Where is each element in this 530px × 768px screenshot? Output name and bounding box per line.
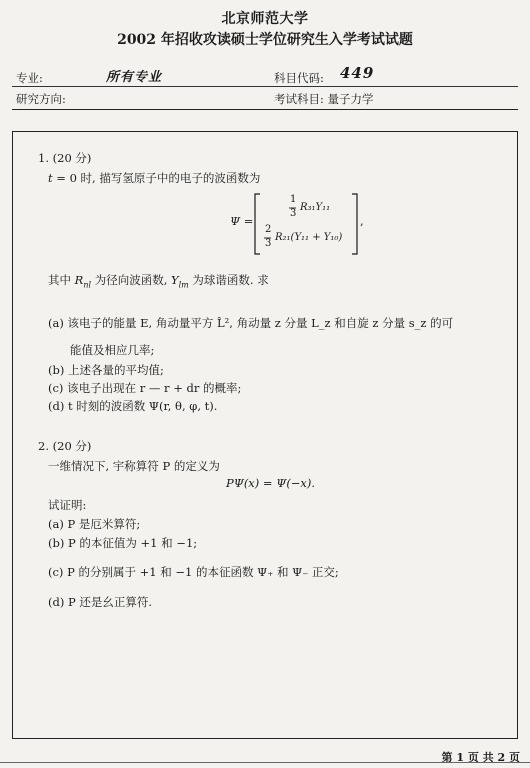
q2-item-c xyxy=(48,564,339,580)
q1-item-b xyxy=(48,362,164,378)
q2-intro: 一维情况下, 宇称算符 P 的定义为 xyxy=(48,459,220,473)
q2-item-b xyxy=(48,535,197,551)
q2-a-label: (a) xyxy=(48,517,64,531)
where-Y: Y xyxy=(171,273,179,287)
header-rule-bold xyxy=(12,109,518,110)
q1-intro xyxy=(48,170,260,186)
q1-item-c xyxy=(48,380,241,396)
code-label: 科目代码: xyxy=(274,71,324,85)
q2-item-d xyxy=(48,594,152,610)
q2-points: (20 分) xyxy=(52,439,92,453)
major-label: 专业: xyxy=(16,71,43,85)
where-mid: 为径向波函数, xyxy=(91,273,172,287)
q1-points: (20 分) xyxy=(52,151,92,165)
where-end: 为球谐函数. 求 xyxy=(188,273,269,287)
q1-wavefunction-equation xyxy=(230,192,380,256)
q1-intro-rest: = 0 时, 描写氢原子中的电子的波函数为 xyxy=(52,171,261,185)
q2-heading xyxy=(38,438,91,454)
where-prefix: 其中 xyxy=(48,273,75,287)
q1-c-label: (c) xyxy=(48,381,64,395)
q2-d-text: P 还是幺正算符. xyxy=(68,595,153,609)
equation-comma: , xyxy=(360,214,364,228)
q2-a-text: P 是厄米算符; xyxy=(67,517,141,531)
code-value: 449 xyxy=(340,64,375,82)
footer-rule xyxy=(0,762,530,763)
header-rule xyxy=(12,86,518,87)
q1-item-a xyxy=(48,315,453,331)
q1-a-label: (a) xyxy=(48,316,64,330)
q1-psi: Ψ = xyxy=(230,214,254,228)
q1-heading xyxy=(38,150,91,166)
q1-d-label: (d) xyxy=(48,399,65,413)
exam-title: 2002 年招收攻读硕士学位研究生入学考试试题 xyxy=(117,32,413,48)
q2-d-label: (d) xyxy=(48,595,65,609)
q1-intro-t: t xyxy=(48,171,53,185)
q2-c-text: P 的分别属于 +1 和 −1 的本征函数 Ψ₊ 和 Ψ₋ 正交; xyxy=(67,565,339,579)
q1-number: 1. xyxy=(38,151,49,165)
q2-equation: PΨ(x) = Ψ(−x). xyxy=(226,476,316,490)
q1-c-text: 该电子出现在 r — r + dr 的概率; xyxy=(67,381,242,395)
page-number: 第 1 页 共 2 页 xyxy=(441,751,520,764)
q2-b-label: (b) xyxy=(48,536,65,550)
q2-c-label: (c) xyxy=(48,565,64,579)
frac1-denominator: 3 xyxy=(290,208,297,219)
direction-label: 研究方向: xyxy=(16,92,66,106)
frac1-numerator: 1 xyxy=(290,194,297,205)
row2-expression: R₂₁(Y₁₁ + Y₁₀) xyxy=(275,232,343,243)
where-Y-sub: lm xyxy=(178,280,189,290)
q2-item-a xyxy=(48,516,140,532)
major-value: 所有专业 xyxy=(106,70,163,85)
q1-b-text: 上述各量的平均值; xyxy=(68,363,164,377)
university-name: 北京师范大学 xyxy=(221,11,309,27)
row1-expression: R₃₁Y₁₁ xyxy=(300,202,331,213)
q1-item-d xyxy=(48,398,217,414)
q2-prove: 试证明: xyxy=(48,498,87,512)
frac2-numerator: 2 xyxy=(265,224,272,235)
q1-where-line xyxy=(48,272,269,289)
where-R-sub: nl xyxy=(83,280,92,290)
q1-b-label: (b) xyxy=(48,363,65,377)
q1-d-text: t 时刻的波函数 Ψ(r, θ, φ, t). xyxy=(68,399,218,413)
q2-number: 2. xyxy=(38,439,49,453)
where-R: R xyxy=(74,273,84,287)
subject-label: 考试科目: 量子力学 xyxy=(274,92,374,106)
q1-item-a-cont: 能值及相应几率; xyxy=(70,343,155,357)
frac2-denominator: 3 xyxy=(265,238,272,249)
q1-a-text: 该电子的能量 E, 角动量平方 L̂², 角动量 z 分量 L_z 和自旋 z 分量 s_z 的可 xyxy=(67,316,454,330)
q2-b-text: P 的本征值为 +1 和 −1; xyxy=(68,536,198,550)
